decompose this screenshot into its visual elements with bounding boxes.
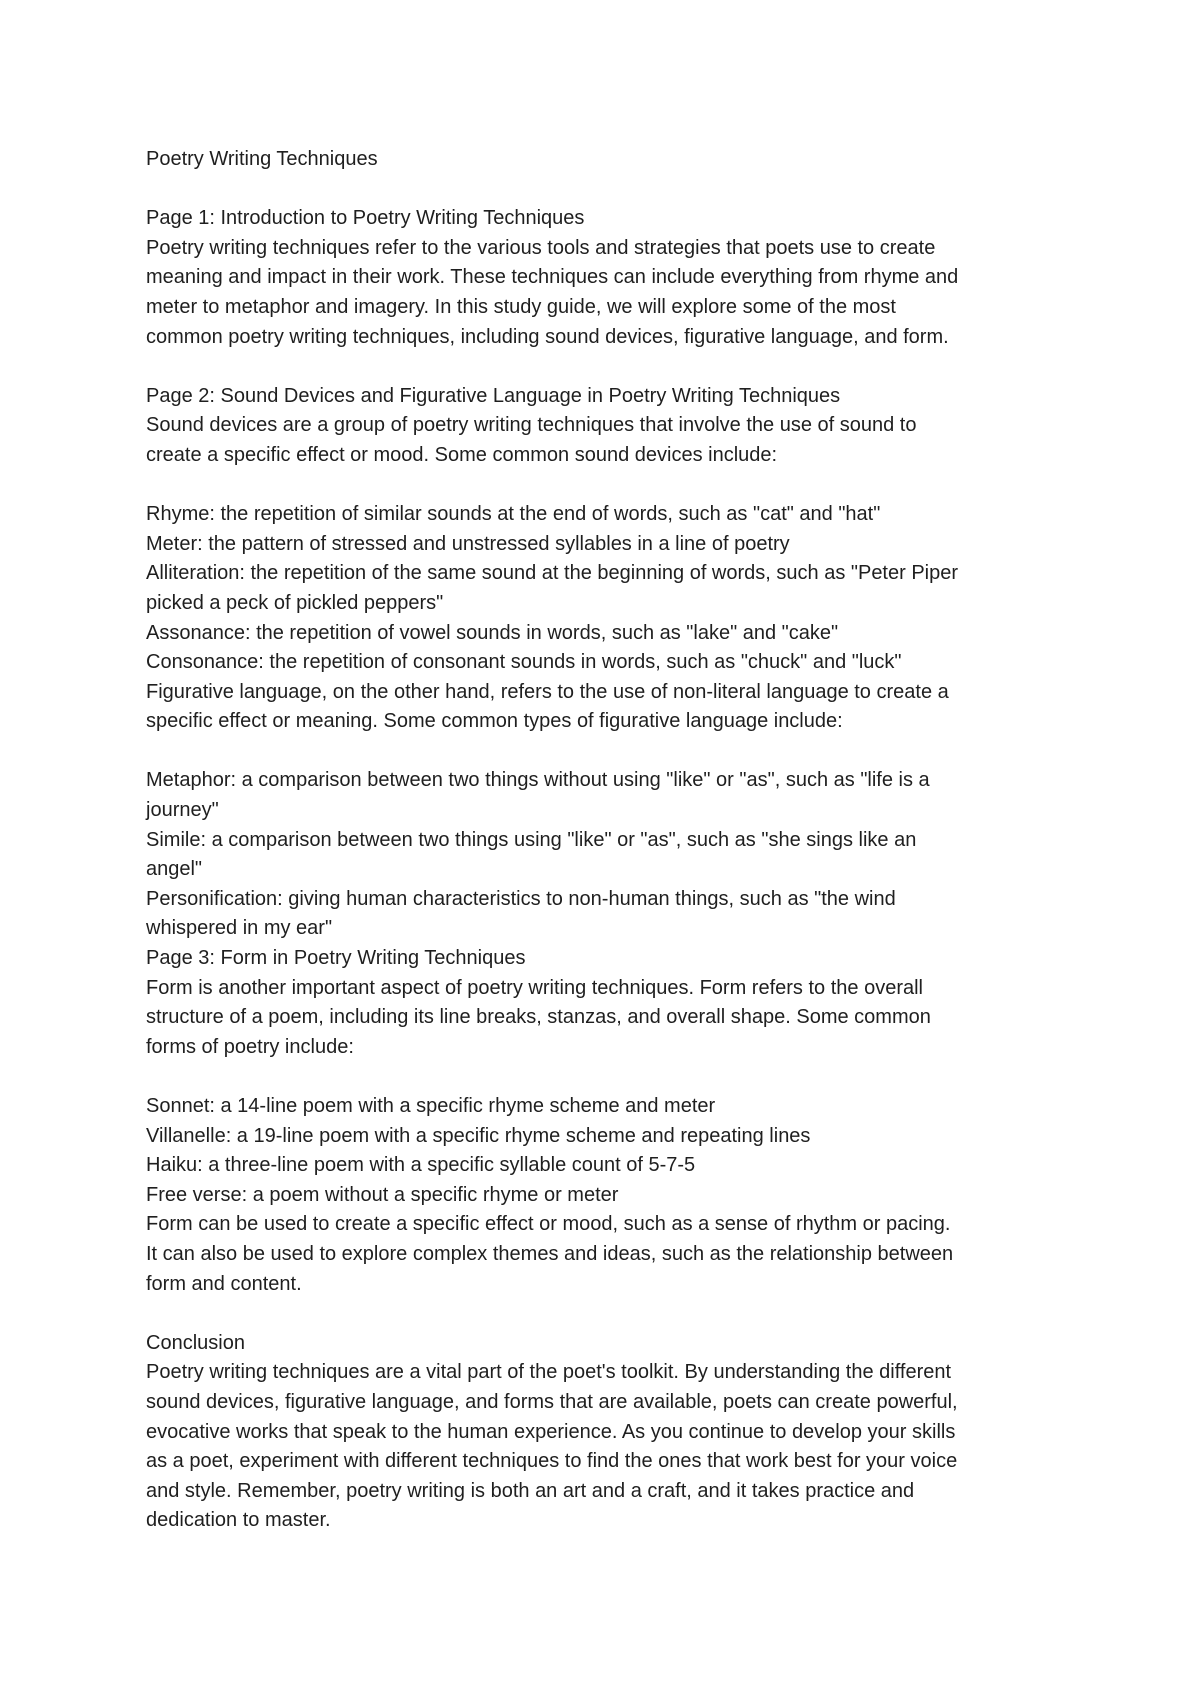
figurative-line: Personification: giving human characteristics to non-human things, such as "the wind [146,887,896,910]
figurative-line: whispered in my ear" [146,917,333,940]
blank-line [146,471,1076,501]
conclusion-heading: Conclusion [146,1331,245,1354]
sound-device-line: specific effect or meaning. Some common types of figurative language include: [146,710,843,733]
sound-device-line: Consonance: the repetition of consonant sounds in words, such as "chuck" and "luck" [146,651,902,674]
conclusion-line: evocative works that speak to the human experience. As you continue to develop your skills [146,1420,956,1443]
conclusion-line: Poetry writing techniques are a vital part of the poet's toolkit. By understanding the different [146,1361,952,1384]
page1-line: meaning and impact in their work. These techniques can include everything from rhyme and [146,266,959,289]
document-title: Poetry Writing Techniques [146,148,378,170]
blank-line [146,352,1076,382]
sound-device-line: Meter: the pattern of stressed and unstressed syllables in a line of poetry [146,532,790,555]
form-line: It can also be used to explore complex themes and ideas, such as the relationship between [146,1242,954,1265]
sound-device-line: Rhyme: the repetition of similar sounds at the end of words, such as "cat" and "hat" [146,503,881,526]
sound-device-line: picked a peck of pickled peppers" [146,591,444,614]
form-line: Sonnet: a 14-line poem with a specific rhyme scheme and meter [146,1095,716,1117]
figurative-line: Metaphor: a comparison between two things without using "like" or "as", such as "life is a [146,769,930,792]
conclusion-line: dedication to master. [146,1509,331,1532]
form-line: Free verse: a poem without a specific rhyme or meter [146,1183,619,1206]
form-line: Haiku: a three-line poem with a specific syllable count of 5-7-5 [146,1154,696,1177]
page2-heading: Page 2: Sound Devices and Figurative Language in Poetry Writing Techniques [146,384,841,407]
conclusion-line: as a poet, experiment with different techniques to find the ones that work best for your voice [146,1450,958,1473]
blank-line [146,175,1076,205]
conclusion-line: and style. Remember, poetry writing is both an art and a craft, and it takes practice and [146,1479,915,1502]
sound-device-line: Assonance: the repetition of vowel sounds in words, such as "lake" and "cake" [146,621,839,644]
figurative-line: journey" [146,799,219,822]
sound-device-line: Alliteration: the repetition of the same sound at the beginning of words, such as "Peter Piper [146,562,959,585]
form-line: Form can be used to create a specific effect or mood, such as a sense of rhythm or pacing. [146,1213,951,1236]
document-body [146,145,1076,1536]
page1-line: common poetry writing techniques, including sound devices, figurative language, and form. [146,325,949,348]
page2-intro-line: Sound devices are a group of poetry writing techniques that involve the use of sound to [146,414,917,437]
conclusion-line: sound devices, figurative language, and forms that are available, poets can create powerful, [146,1390,958,1413]
page3-intro-line: structure of a poem, including its line breaks, stanzas, and overall shape. Some common [146,1006,931,1029]
figurative-line: angel" [146,858,203,881]
blank-line [146,1299,1076,1329]
page3-intro-line: forms of poetry include: [146,1035,354,1058]
page1-line: Poetry writing techniques refer to the various tools and strategies that poets use to create [146,236,936,259]
page2-intro-line: create a specific effect or mood. Some common sound devices include: [146,443,778,466]
page1-line: meter to metaphor and imagery. In this study guide, we will explore some of the most [146,295,896,318]
page1-heading: Page 1: Introduction to Poetry Writing Techniques [146,207,585,230]
form-line: form and content. [146,1272,302,1295]
blank-line [146,1062,1076,1092]
page3-heading: Page 3: Form in Poetry Writing Techniques [146,947,526,970]
sound-device-line: Figurative language, on the other hand, refers to the use of non-literal language to create a [146,680,949,703]
page3-intro-line: Form is another important aspect of poetry writing techniques. Form refers to the overall [146,976,924,999]
figurative-line: Simile: a comparison between two things using "like" or "as", such as "she sings like an [146,828,917,851]
blank-line [146,737,1076,767]
form-line: Villanelle: a 19-line poem with a specific rhyme scheme and repeating lines [146,1124,811,1147]
